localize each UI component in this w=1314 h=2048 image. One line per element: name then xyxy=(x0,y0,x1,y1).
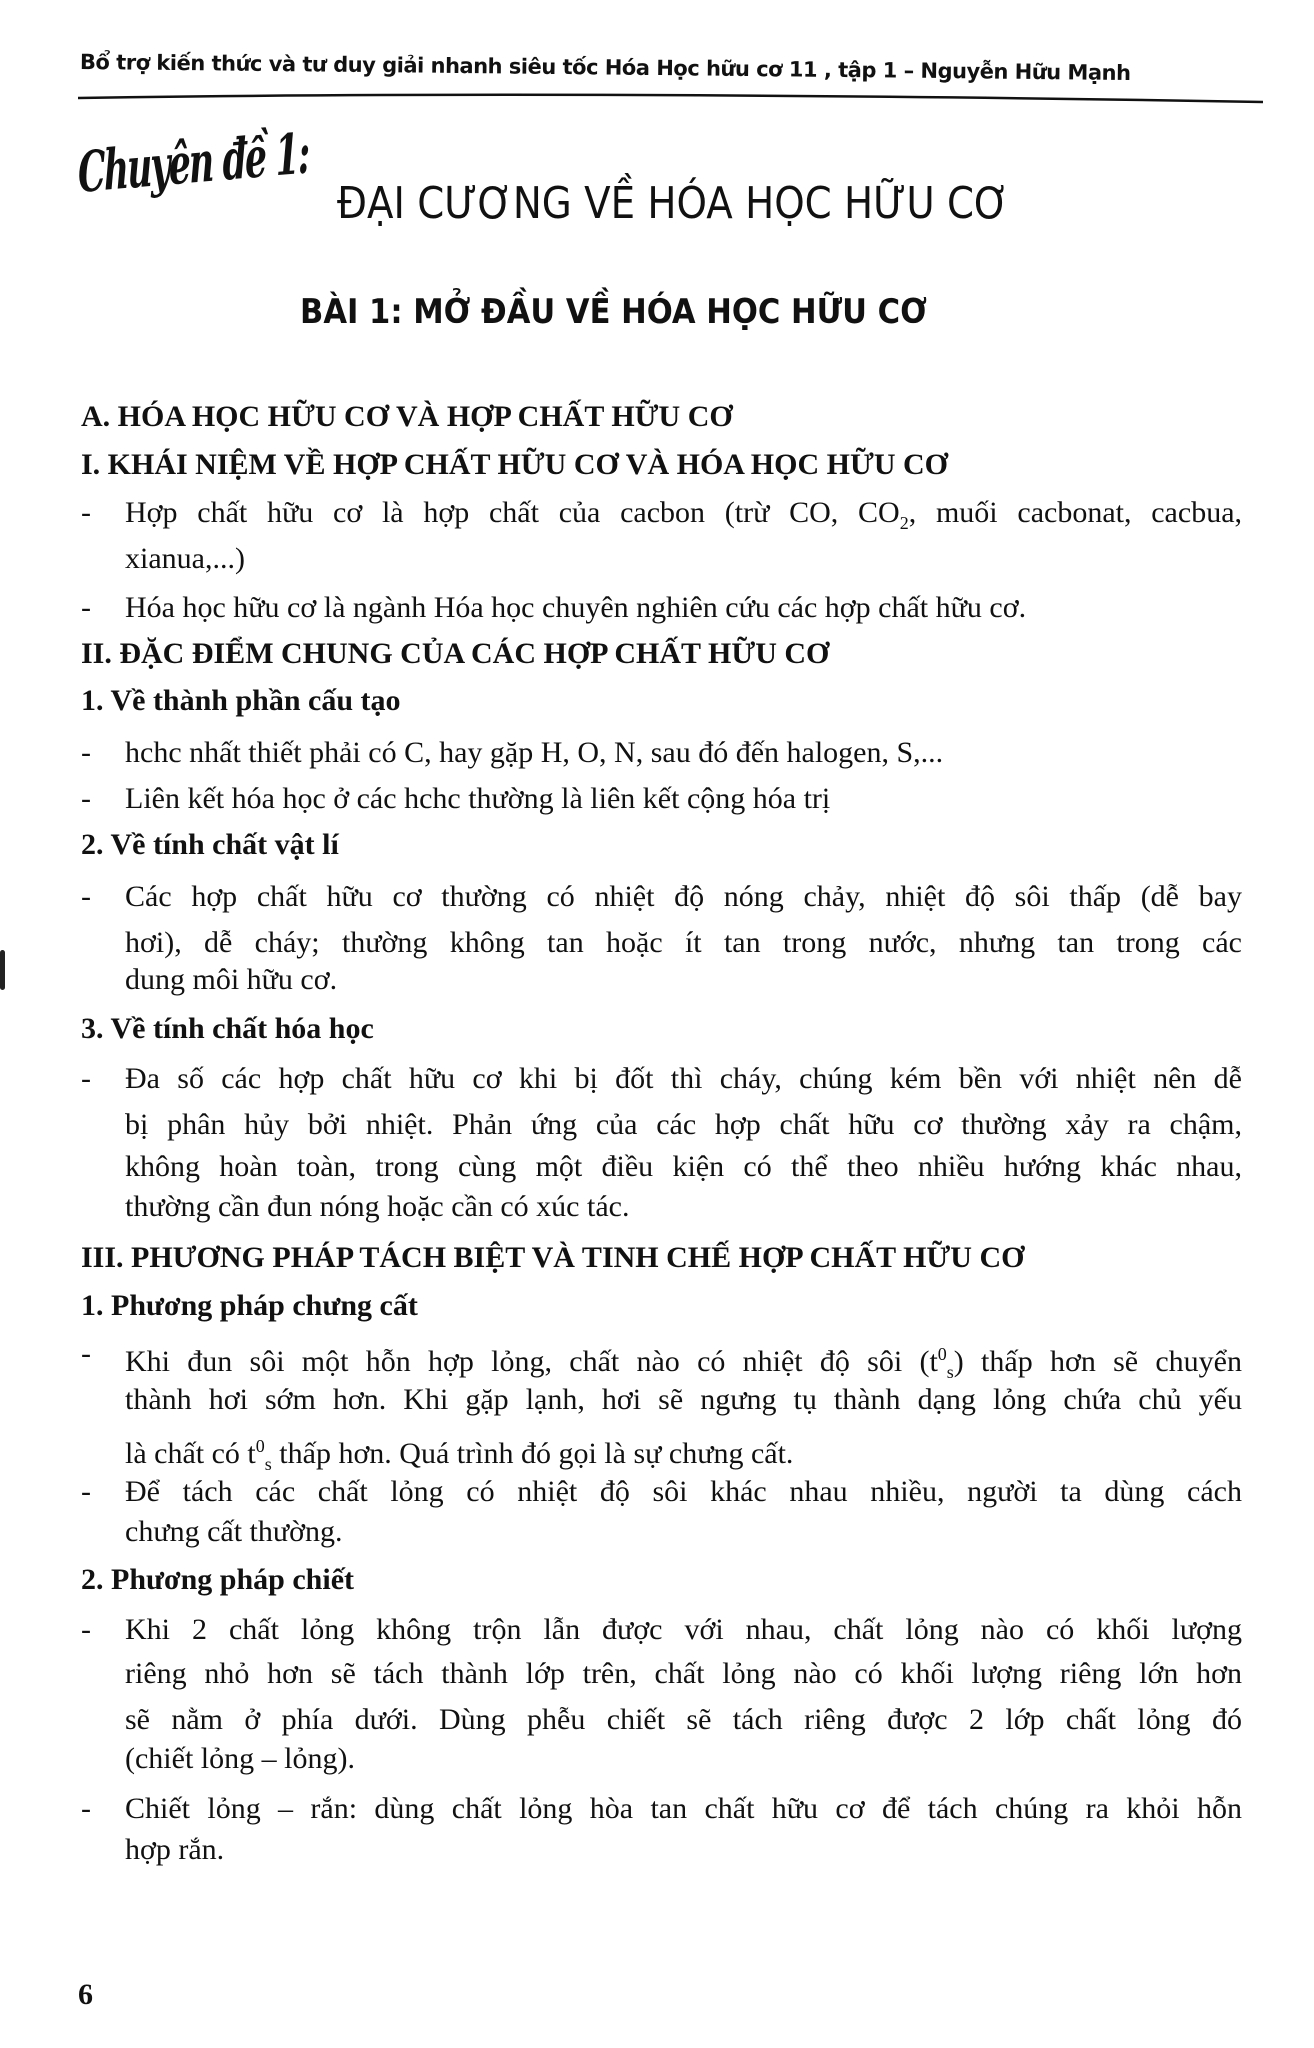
text-line xyxy=(125,1062,1242,1096)
text-segment: A. HÓA HỌC HỮU CƠ VÀ HỢP CHẤT HỮU CƠ xyxy=(81,400,733,433)
text-segment: thành hơi sớm hơn. Khi gặp lạnh, hơi sẽ ngưng tụ thành dạng lỏng chứa chủ yếu xyxy=(125,1383,1242,1416)
section-heading xyxy=(81,1012,374,1046)
text-line xyxy=(125,926,1242,960)
text-segment: sẽ nằm ở phía dưới. Dùng phễu chiết sẽ tách riêng được 2 lớp chất lỏng đó xyxy=(125,1703,1242,1736)
bullet-dash: - xyxy=(81,880,91,913)
scan-edge-mark xyxy=(0,950,5,990)
bullet-dash: - xyxy=(81,1792,91,1825)
bullet-dash: - xyxy=(81,1337,91,1370)
text-segment: Hợp chất hữu cơ là hợp chất của cacbon (trừ CO, CO xyxy=(125,496,900,529)
supscript: 0 xyxy=(937,1344,947,1364)
text-segment: 1. Phương pháp chưng cất xyxy=(81,1289,418,1322)
text-segment: (chiết lỏng – lỏng). xyxy=(125,1742,355,1775)
subscript: s xyxy=(946,1362,954,1382)
bullet-dash: - xyxy=(81,591,91,624)
bullet-dash: - xyxy=(81,782,91,815)
text-line xyxy=(125,591,1026,625)
text-segment: xianua,...) xyxy=(125,542,245,575)
subscript: s xyxy=(264,1454,272,1474)
text-line xyxy=(125,880,1242,914)
supscript: 0 xyxy=(255,1436,265,1456)
text-line xyxy=(125,1190,629,1224)
text-segment: Liên kết hóa học ở các hchc thường là liên kết cộng hóa trị xyxy=(125,782,831,815)
text-line xyxy=(125,1150,1242,1184)
header-rule xyxy=(78,92,1263,104)
section-heading xyxy=(81,637,829,671)
section-heading xyxy=(81,1289,418,1323)
text-line xyxy=(125,1337,1242,1389)
text-segment: 2. Phương pháp chiết xyxy=(81,1563,355,1596)
lesson-title: BÀI 1: MỞ ĐẦU VỀ HÓA HỌC HỮU CƠ xyxy=(300,292,927,332)
text-segment: Đa số các hợp chất hữu cơ khi bị đốt thì cháy, chúng kém bền với nhiệt nên dễ xyxy=(125,1062,1242,1095)
section-heading xyxy=(81,1563,354,1597)
text-segment: , muối cacbonat, cacbua, xyxy=(908,496,1243,529)
text-segment: I. KHÁI NIỆM VỀ HỢP CHẤT HỮU CƠ VÀ HÓA HỌC HỮU CƠ xyxy=(81,448,949,481)
chapter-title: ĐẠI CƯƠNG VỀ HÓA HỌC HỮU CƠ xyxy=(337,178,1010,229)
text-segment: Chiết lỏng – rắn: dùng chất lỏng hòa tan chất hữu cơ để tách chúng ra khỏi hỗn xyxy=(125,1792,1242,1825)
text-segment: hchc nhất thiết phải có C, hay gặp H, O, N, sau đó đến halogen, S,... xyxy=(125,736,944,769)
bullet-dash: - xyxy=(81,496,91,529)
bullet-dash: - xyxy=(81,1475,91,1508)
text-segment: 1. Về thành phần cấu tạo xyxy=(81,684,401,717)
text-line xyxy=(125,1613,1242,1647)
text-segment: là chất có t xyxy=(125,1437,256,1470)
bullet-dash: - xyxy=(81,1613,91,1646)
text-line xyxy=(125,1383,1242,1417)
section-heading xyxy=(81,1241,1024,1275)
page-number: 6 xyxy=(78,1978,93,2011)
text-line xyxy=(125,1833,224,1867)
text-line xyxy=(125,736,943,770)
text-line xyxy=(125,1429,793,1481)
section-heading xyxy=(81,684,401,718)
text-segment: II. ĐẶC ĐIỂM CHUNG CỦA CÁC HỢP CHẤT HỮU CƠ xyxy=(81,637,830,670)
text-line xyxy=(125,1108,1242,1142)
section-heading xyxy=(81,448,948,482)
text-segment: Khi đun sôi một hỗn hợp lỏng, chất nào có nhiệt độ sôi (t xyxy=(125,1345,938,1378)
text-segment: thường cần đun nóng hoặc cần có xúc tác. xyxy=(125,1190,630,1223)
text-segment: bị phân hủy bởi nhiệt. Phản ứng của các hợp chất hữu cơ thường xảy ra chậm, xyxy=(125,1108,1242,1141)
chapter-label: Chuyên đề 1: xyxy=(76,120,310,206)
text-line xyxy=(125,1515,343,1549)
text-segment: dung môi hữu cơ. xyxy=(125,963,338,996)
subscript: 2 xyxy=(899,513,909,533)
section-heading xyxy=(81,828,339,862)
section-heading xyxy=(81,400,733,434)
text-segment: không hoàn toàn, trong cùng một điều kiện có thể theo nhiều hướng khác nhau, xyxy=(125,1150,1242,1183)
text-segment: chưng cất thường. xyxy=(125,1515,343,1548)
text-line xyxy=(125,782,830,816)
text-line xyxy=(125,542,245,576)
text-line xyxy=(125,1703,1242,1737)
text-line xyxy=(125,963,337,997)
bullet-dash: - xyxy=(81,736,91,769)
text-segment: Khi 2 chất lỏng không trộn lẫn được với nhau, chất lỏng nào có khối lượng xyxy=(125,1613,1242,1646)
text-line xyxy=(125,1742,355,1776)
text-segment: III. PHƯƠNG PHÁP TÁCH BIỆT VÀ TINH CHẾ HỢP CHẤT HỮU CƠ xyxy=(81,1241,1025,1274)
text-line xyxy=(125,1475,1242,1509)
running-header: Bổ trợ kiến thức và tư duy giải nhanh siêu tốc Hóa Học hữu cơ 11 , tập 1 – Nguyễn Hữu Mạnh xyxy=(79,50,1131,86)
text-segment: Các hợp chất hữu cơ thường có nhiệt độ nóng chảy, nhiệt độ sôi thấp (dễ bay xyxy=(125,880,1242,913)
text-segment: 2. Về tính chất vật lí xyxy=(81,828,339,861)
text-segment: ) thấp hơn sẽ chuyển xyxy=(953,1345,1242,1378)
text-segment: riêng nhỏ hơn sẽ tách thành lớp trên, chất lỏng nào có khối lượng riêng lớn hơn xyxy=(125,1657,1242,1690)
text-segment: hợp rắn. xyxy=(125,1833,225,1866)
bullet-dash: - xyxy=(81,1062,91,1095)
text-segment: hơi), dễ cháy; thường không tan hoặc ít tan trong nước, nhưng tan trong các xyxy=(125,926,1242,959)
text-segment: 3. Về tính chất hóa học xyxy=(81,1012,374,1045)
text-line xyxy=(125,496,1242,540)
text-line xyxy=(125,1657,1242,1691)
text-segment: Để tách các chất lỏng có nhiệt độ sôi khác nhau nhiều, người ta dùng cách xyxy=(125,1475,1242,1508)
text-segment: Hóa học hữu cơ là ngành Hóa học chuyên nghiên cứu các hợp chất hữu cơ. xyxy=(125,591,1027,624)
text-segment: thấp hơn. Quá trình đó gọi là sự chưng cất. xyxy=(271,1437,794,1470)
text-line xyxy=(125,1792,1242,1826)
